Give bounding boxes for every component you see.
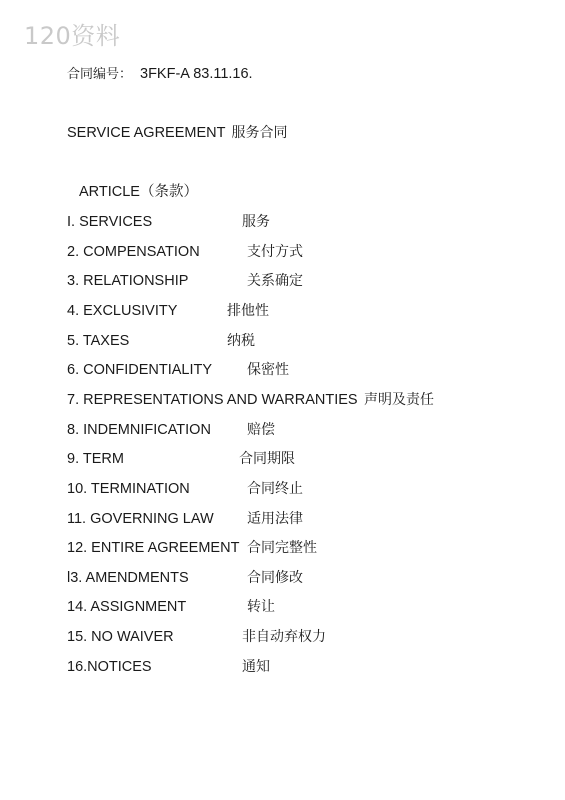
article-item bbox=[67, 361, 547, 379]
article-title-zh: 支付方式 bbox=[247, 244, 303, 260]
article-title-en: 15. NO WAIVER bbox=[67, 629, 174, 645]
article-title-en: 3. RELATIONSHIP bbox=[67, 273, 189, 289]
article-title-zh: 赔偿 bbox=[247, 422, 275, 438]
article-title-zh: 关系确定 bbox=[247, 273, 303, 289]
article-title-zh: 合同修改 bbox=[247, 570, 303, 586]
contract-number-label: 合同编号： bbox=[67, 67, 133, 82]
article-title-zh: 通知 bbox=[242, 659, 270, 675]
article-title-zh: 声明及责任 bbox=[364, 392, 434, 408]
article-title-en: 2. COMPENSATION bbox=[67, 244, 200, 260]
article-item bbox=[67, 272, 547, 290]
article-item bbox=[67, 539, 547, 557]
article-title-zh: 排他性 bbox=[227, 303, 269, 319]
article-item bbox=[67, 628, 547, 646]
article-item bbox=[67, 213, 547, 231]
article-item bbox=[67, 450, 547, 468]
article-title-zh: 适用法律 bbox=[247, 511, 303, 527]
article-title-en: 9. TERM bbox=[67, 451, 124, 467]
article-item bbox=[67, 243, 547, 261]
article-title-zh: 转让 bbox=[247, 599, 275, 615]
article-title-en: 11. GOVERNING LAW bbox=[67, 511, 214, 527]
article-item bbox=[67, 391, 547, 409]
contract-number-value: 3FKF-A 83.11.16. bbox=[140, 66, 253, 82]
article-title-zh: 合同完整性 bbox=[247, 540, 317, 556]
article-item bbox=[67, 510, 547, 528]
article-title-en: 14. ASSIGNMENT bbox=[67, 599, 187, 615]
article-item bbox=[67, 480, 547, 498]
article-title-en: 4. EXCLUSIVITY bbox=[67, 303, 178, 319]
article-title-zh: 服务 bbox=[242, 214, 270, 230]
article-item bbox=[67, 332, 547, 350]
article-title-en: 10. TERMINATION bbox=[67, 481, 190, 497]
article-item bbox=[67, 302, 547, 320]
article-title-en: l3. AMENDMENTS bbox=[67, 570, 189, 586]
article-item bbox=[67, 658, 547, 676]
article-title-zh: 纳税 bbox=[227, 333, 255, 349]
article-title-zh: 合同期限 bbox=[239, 451, 295, 467]
article-title-en: 6. CONFIDENTIALITY bbox=[67, 362, 213, 378]
article-title-en: 5. TAXES bbox=[67, 333, 130, 349]
document-title bbox=[67, 124, 287, 142]
article-item bbox=[67, 598, 547, 616]
article-title-en: 12. ENTIRE AGREEMENT bbox=[67, 540, 240, 556]
document-title-zh: 服务合同 bbox=[231, 125, 288, 141]
contract-number-line bbox=[67, 65, 253, 84]
article-title-en: 8. INDEMNIFICATION bbox=[67, 422, 211, 438]
article-title-zh: 非自动弃权力 bbox=[242, 629, 326, 645]
article-title-en: 16.NOTICES bbox=[67, 659, 152, 675]
watermark-logo: 120资料 bbox=[24, 22, 121, 50]
article-heading: ARTICLE（条款） bbox=[79, 184, 198, 200]
article-title-en: 7. REPRESENTATIONS AND WARRANTIES bbox=[67, 392, 358, 408]
article-item bbox=[67, 569, 547, 587]
article-item bbox=[67, 421, 547, 439]
article-title-zh: 合同终止 bbox=[247, 481, 303, 497]
document-title-en: SERVICE AGREEMENT bbox=[67, 125, 226, 141]
article-title-en: I. SERVICES bbox=[67, 214, 153, 230]
article-title-zh: 保密性 bbox=[247, 362, 289, 378]
